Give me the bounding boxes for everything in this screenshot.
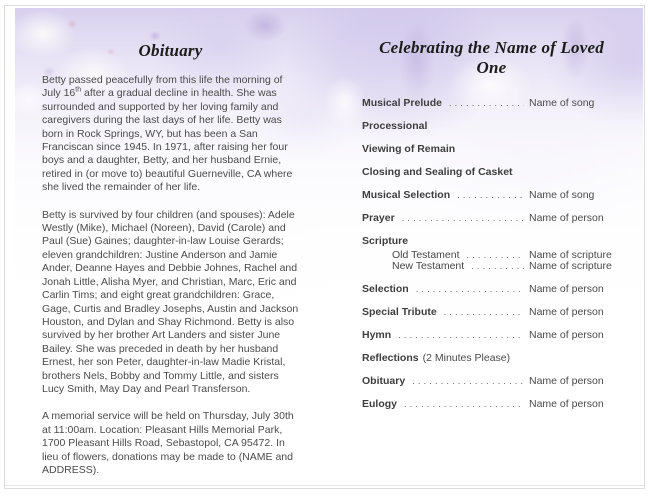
item-suffix: (2 Minutes Please) [422,352,511,365]
item-value: Name of person [529,212,604,224]
dotted-leader [398,329,524,343]
dotted-leader [457,189,524,203]
dotted-leader [467,250,524,262]
dotted-leader [444,306,524,320]
item-label: Musical Selection [362,189,451,201]
item-label: Special Tribute [362,306,437,319]
item-label: Old Testament [392,248,460,261]
dotted-leader [402,212,524,226]
item-value: Name of person [529,375,604,388]
obituary-paragraph-2: Betty is survived by four children (and spouses): Adele Westly (Mike), Michael (Noreen), David (Carole) and Paul (Sue) Gaines; daughter-in-law Louise Gerards; eleven grandchildren: Justine Anderson and Jamie Ander, Deanne Hayes and Debbie Johnes, Rachel and Jonah Little, Alisha Myer, and Christian, Marc, Eric and Carlin Tims; and eight great grandchildren: Grace, Gage, Curtis and Bradley Josephs, Austin and Jackson Houston, and Dylan and Shay Richmond. Betty is also survived by her brother Art Landers and sister June Bailey. She was preceded in death by her husband Ernest, her son Peter, daughter-in-law Madie Kristal, brothers Nels, Bobby and Tommy Little, and sisters Lucy Smith, May Day and Pearl Transferson. [42,208,299,395]
item-label: Eulogy [362,398,398,411]
dotted-leader [404,398,524,412]
service-item [362,120,621,134]
service-item [362,306,621,320]
ordinal-suffix: th [75,86,82,94]
item-label: Obituary [362,375,406,388]
dotted-leader [412,375,524,389]
item-label: Prayer [362,212,395,224]
item-label: Reflections [362,352,419,365]
item-label: Processional [362,120,428,132]
service-item [362,375,621,389]
obituary-paragraph-3: A memorial service will be held on Thursday, July 30th at 11:00am. Location: Pleasant Hills Memorial Park, 1700 Pleasant Hills Road, Sebastopol, CA 95472. In lieu of flowers, donations may be made to (NAME and ADDRESS). [42,410,294,476]
dotted-leader [471,261,524,273]
obituary-paragraph-1 [42,74,299,195]
item-label: New Testament [392,260,465,273]
item-value: Name of scripture [529,248,612,261]
item-value: Name of person [529,398,604,411]
dotted-leader [416,283,524,297]
paragraph-text: after a gradual decline in health. She was surrounded and supported by her loving family and caregivers during the last days of her life. Betty was born in Rock Springs, WY, but has been a San Franciscan since 1945. In 1971, after raising her four boys and a daughter, Betty, and her husband Ernie, retired in (or move to) beautiful Guerneville, CA where she lived the remainder of her life. [42,87,293,194]
order-of-service-page [330,8,643,487]
paragraph-text: Betty passed peacefully from this life the morning of July 16 [42,74,283,100]
item-value: Name of person [529,306,604,319]
item-label: Scripture [362,235,409,247]
item-value: Name of person [529,283,604,296]
item-label: Musical Prelude [362,97,442,109]
service-item [362,283,621,297]
dotted-leader [449,97,524,111]
item-label: Viewing of Remain [362,143,456,155]
order-of-service-title: Celebrating the Name of Loved One [379,38,604,77]
obituary-page [15,8,330,487]
service-item [362,261,621,273]
service-item [362,143,621,157]
service-item [362,398,621,412]
item-value: Name of person [529,329,604,342]
obituary-title: Obituary [138,41,203,60]
item-label: Selection [362,283,409,296]
card-bottom-edge [5,485,644,486]
service-item [362,97,621,111]
two-page-spread [15,8,643,487]
service-item [362,212,621,226]
lavender-roses-background [15,8,643,487]
item-label: Closing and Sealing of Casket [362,166,513,178]
obituary-text [42,74,299,477]
item-value: Name of song [529,189,595,201]
item-value: Name of song [529,97,595,109]
service-item [362,166,621,180]
service-item [362,352,621,366]
item-label: Hymn [362,329,392,342]
service-items [362,97,621,412]
program-card [4,5,645,489]
service-item [362,189,621,203]
service-item [362,235,621,249]
service-item [362,329,621,343]
item-value: Name of scripture [529,260,612,273]
